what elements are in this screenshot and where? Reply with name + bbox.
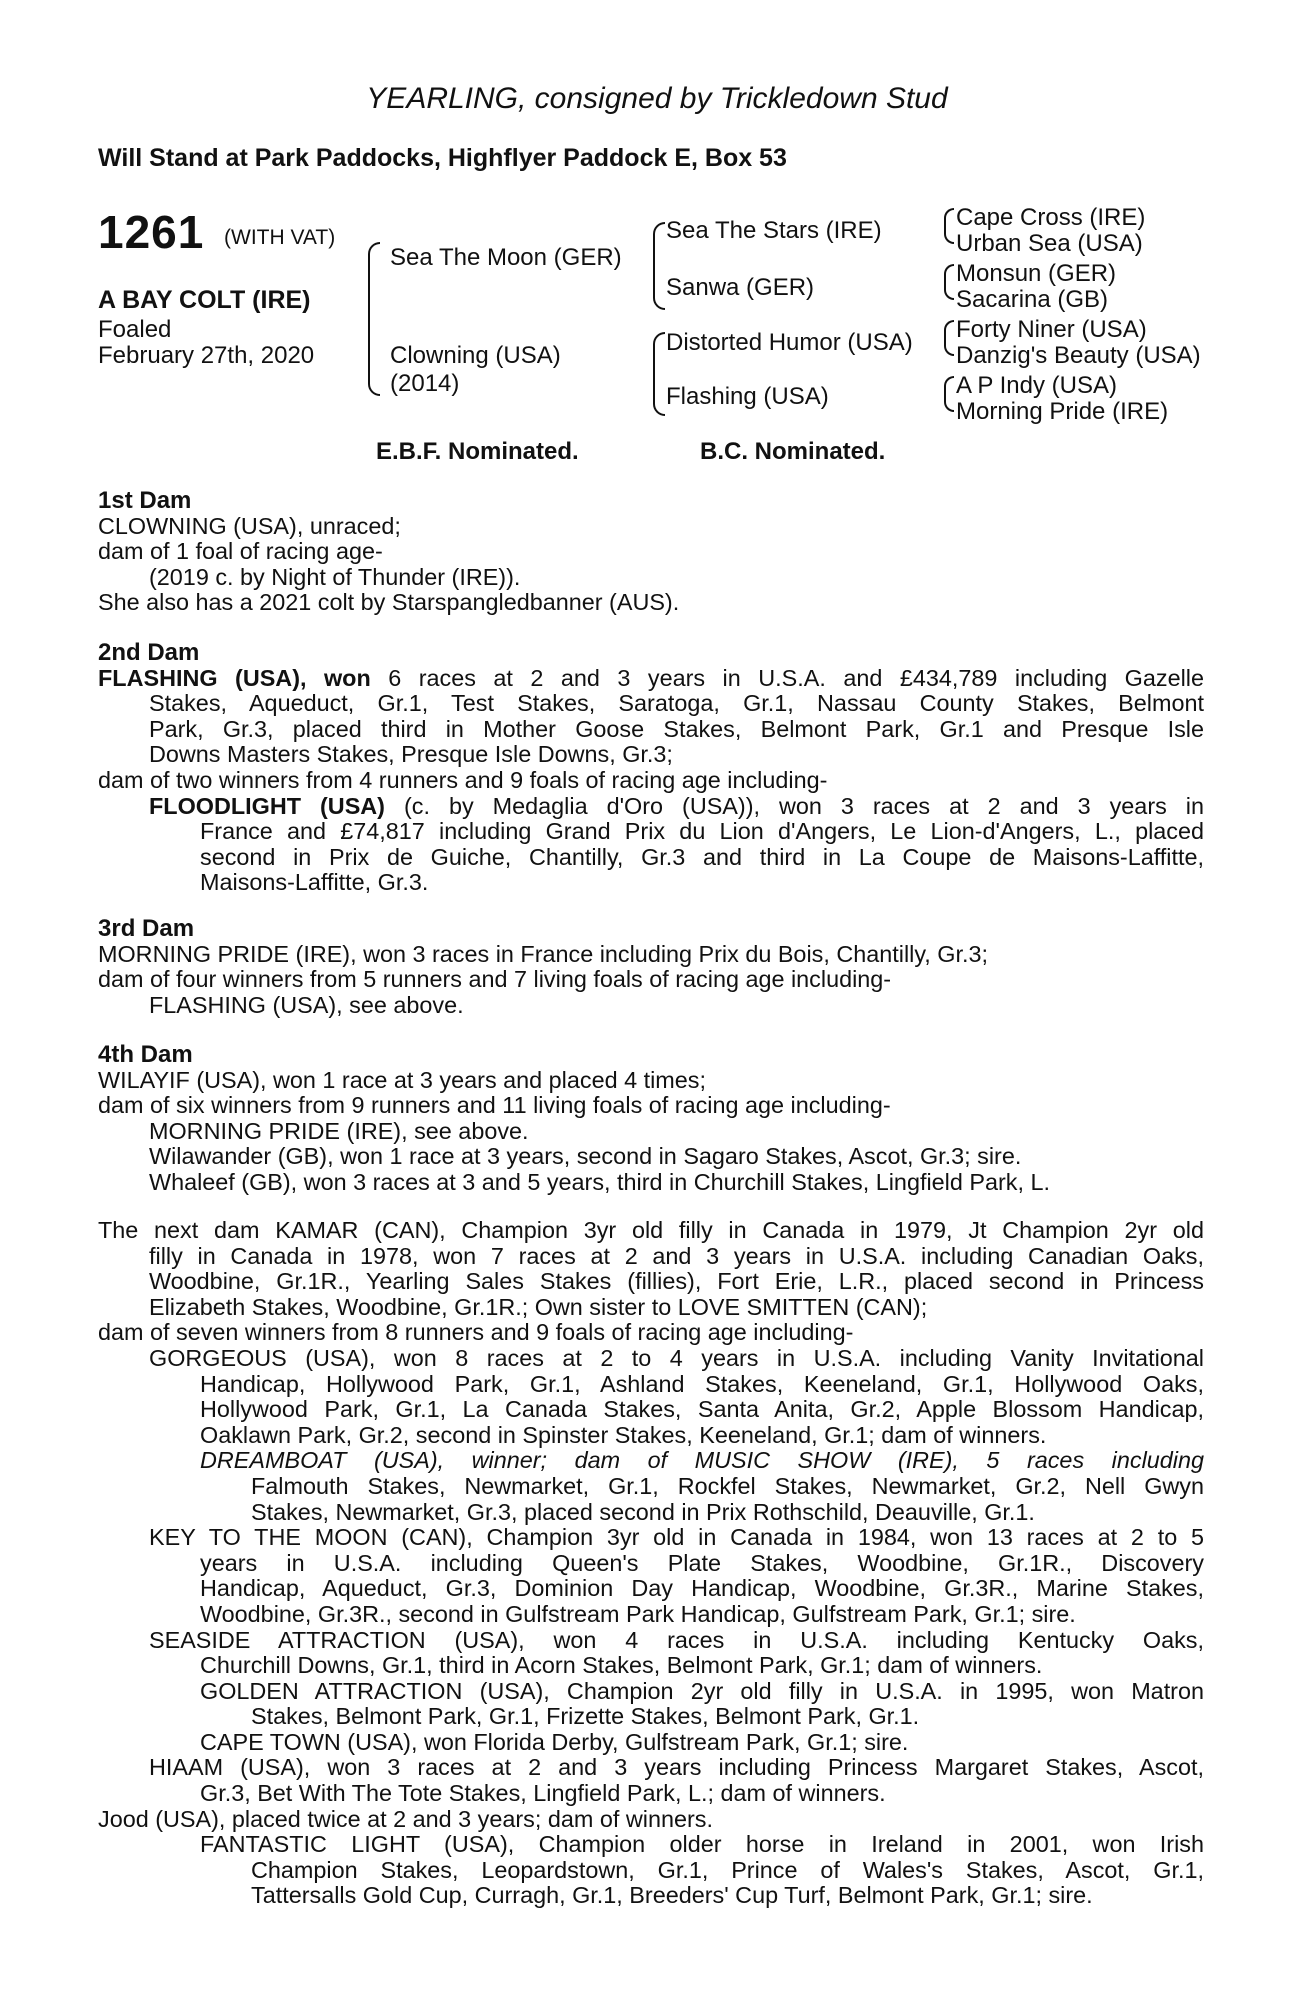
- ggp-1: Cape Cross (IRE): [956, 204, 1146, 231]
- key-to-the-moon-line: years in U.S.A. including Queen's Plate Stakes, Woodbine, Gr.1R., Discovery: [200, 1549, 1204, 1576]
- dam-sire: Distorted Humor (USA): [666, 329, 913, 356]
- floodlight-line: Maisons-Laffitte, Gr.3.: [200, 869, 429, 896]
- dam-year: (2014): [390, 370, 460, 397]
- key-to-the-moon-line: Woodbine, Gr.3R., second in Gulfstream Park Handicap, Gulfstream Park, Gr.1; sire.: [200, 1600, 1076, 1627]
- second-dam-line: Park, Gr.3, placed third in Mother Goose Stakes, Belmont Park, Gr.1 and Presque Isle: [149, 715, 1204, 742]
- floodlight-line: France and £74,817 including Grand Prix du Lion d'Angers, Le Lion-d'Angers, L., placed: [200, 818, 1204, 845]
- seaside-attraction-line: Churchill Downs, Gr.1, third in Acorn Stakes, Belmont Park, Gr.1; dam of winners.: [200, 1652, 1043, 1679]
- brace-ggp-2: [944, 264, 954, 300]
- fourth-dam-line: Whaleef (GB), won 3 races at 3 and 5 years, third in Churchill Stakes, Lingfield Park, L.: [149, 1168, 1050, 1195]
- ggp-6: Danzig's Beauty (USA): [956, 342, 1201, 369]
- fourth-dam-line: Wilawander (GB), won 1 race at 3 years, second in Sagaro Stakes, Ascot, Gr.3; sire.: [149, 1143, 1022, 1170]
- ggp-3: Monsun (GER): [956, 260, 1117, 287]
- brace-ggp-4: [944, 376, 954, 412]
- ggp-4: Sacarina (GB): [956, 286, 1109, 313]
- sire: Sea The Moon (GER): [390, 244, 622, 271]
- fantastic-light-line: FANTASTIC LIGHT (USA), Champion older horse in Ireland in 2001, won Irish: [200, 1831, 1204, 1858]
- hiaam-line: Gr.3, Bet With The Tote Stakes, Lingfield Park, L.; dam of winners.: [200, 1780, 886, 1807]
- bc-nominated: B.C. Nominated.: [700, 438, 886, 465]
- gorgeous-line: GORGEOUS (USA), won 8 races at 2 to 4 years in U.S.A. including Vanity Invitational: [149, 1344, 1204, 1371]
- sire-sire: Sea The Stars (IRE): [666, 217, 882, 244]
- next-dam-line: dam of seven winners from 8 runners and 9 foals of racing age including-: [98, 1319, 854, 1346]
- next-dam-line: filly in Canada in 1978, won 7 races at 2 and 3 years in U.S.A. including Canadian Oaks,: [149, 1242, 1204, 1269]
- ggp-7: A P Indy (USA): [956, 372, 1117, 399]
- dreamboat-line: Stakes, Newmarket, Gr.3, placed second in Prix Rothschild, Deauville, Gr.1.: [251, 1498, 1035, 1525]
- fourth-dam-line: MORNING PRIDE (IRE), see above.: [149, 1117, 529, 1144]
- lot-description: A BAY COLT (IRE): [98, 286, 311, 314]
- gorgeous-line: Handicap, Hollywood Park, Gr.1, Ashland Stakes, Keeneland, Gr.1, Hollywood Oaks,: [200, 1370, 1204, 1397]
- next-dam-line: Woodbine, Gr.1R., Yearling Sales Stakes (fillies), Fort Erie, L.R., placed second in Princess: [149, 1268, 1204, 1295]
- brace-ggp-3: [944, 320, 954, 356]
- fourth-dam-heading: 4th Dam: [98, 1041, 193, 1068]
- second-dam-line: dam of two winners from 4 runners and 9 foals of racing age including-: [98, 766, 828, 793]
- brace-ggp-1: [944, 208, 954, 244]
- next-dam-section: [98, 1218, 1204, 1909]
- fourth-dam-line: dam of six winners from 9 runners and 11 living foals of racing age including-: [98, 1092, 891, 1119]
- foaled-date: February 27th, 2020: [98, 342, 315, 369]
- second-dam-heading: 2nd Dam: [98, 639, 200, 666]
- gorgeous-line: Oaklawn Park, Gr.2, second in Spinster Stakes, Keeneland, Gr.1; dam of winners.: [200, 1421, 1047, 1448]
- first-dam-line: dam of 1 foal of racing age-: [98, 538, 383, 565]
- sire-dam: Sanwa (GER): [666, 274, 815, 301]
- next-dam-line: The next dam KAMAR (CAN), Champion 3yr old filly in Canada in 1979, Jt Champion 2yr old: [98, 1217, 1204, 1243]
- fourth-dam-section: [98, 1042, 1204, 1196]
- lot-number: 1261: [98, 206, 205, 258]
- flashing-name: FLASHING (USA), won: [98, 664, 371, 691]
- next-dam-line: Elizabeth Stakes, Woodbine, Gr.1R.; Own sister to LOVE SMITTEN (CAN);: [149, 1293, 928, 1320]
- cape-town-line: CAPE TOWN (USA), won Florida Derby, Gulfstream Park, Gr.1; sire.: [200, 1728, 909, 1755]
- ggp-2: Urban Sea (USA): [956, 230, 1143, 257]
- first-dam-section: [98, 488, 1204, 616]
- page-title: YEARLING, consigned by Trickledown Stud: [366, 82, 948, 115]
- ebf-nominated: E.B.F. Nominated.: [376, 438, 579, 465]
- dreamboat-line: DREAMBOAT (USA), winner; dam of MUSIC SHOW (IRE), 5 races including: [200, 1447, 1204, 1474]
- second-dam-line: Stakes, Aqueduct, Gr.1, Test Stakes, Saratoga, Gr.1, Nassau County Stakes, Belmont: [149, 690, 1204, 717]
- second-dam-line: FLASHING (USA), won 6 races at 2 and 3 years in U.S.A. and £434,789 including Gazelle: [98, 664, 1204, 691]
- fourth-dam-line: WILAYIF (USA), won 1 race at 3 years and placed 4 times;: [98, 1066, 706, 1093]
- dreamboat-line: Falmouth Stakes, Newmarket, Gr.1, Rockfel Stakes, Newmarket, Gr.2, Nell Gwyn: [251, 1472, 1204, 1499]
- vat-label: (WITH VAT): [224, 226, 336, 249]
- stand-location: Will Stand at Park Paddocks, Highflyer Paddock E, Box 53: [98, 144, 787, 172]
- fantastic-light-line: Champion Stakes, Leopardstown, Gr.1, Prince of Wales's Stakes, Ascot, Gr.1,: [251, 1856, 1204, 1883]
- third-dam-section: [98, 916, 1204, 1018]
- jood-line: Jood (USA), placed twice at 2 and 3 years; dam of winners.: [98, 1805, 713, 1832]
- floodlight-name: FLOODLIGHT (USA): [149, 792, 385, 819]
- brace-dam-parents: [653, 332, 665, 416]
- golden-attraction-line: Stakes, Belmont Park, Gr.1, Frizette Stakes, Belmont Park, Gr.1.: [251, 1703, 920, 1730]
- key-to-the-moon-line: KEY TO THE MOON (CAN), Champion 3yr old in Canada in 1984, won 13 races at 2 to 5: [149, 1524, 1204, 1551]
- brace-sire-dam: [368, 242, 380, 396]
- dam: Clowning (USA): [390, 342, 561, 369]
- third-dam-line: dam of four winners from 5 runners and 7 living foals of racing age including-: [98, 966, 892, 993]
- brace-sire-parents: [653, 222, 665, 310]
- floodlight-line: FLOODLIGHT (USA) (c. by Medaglia d'Oro (USA)), won 3 races at 2 and 3 years in: [149, 792, 1204, 819]
- seaside-attraction-line: SEASIDE ATTRACTION (USA), won 4 races in U.S.A. including Kentucky Oaks,: [149, 1626, 1204, 1653]
- third-dam-line: MORNING PRIDE (IRE), won 3 races in France including Prix du Bois, Chantilly, Gr.3;: [98, 940, 988, 967]
- foaled-label: Foaled: [98, 316, 172, 343]
- second-dam-section: [98, 640, 1204, 896]
- floodlight-line: second in Prix de Guiche, Chantilly, Gr.3 and third in La Coupe de Maisons-Laffitte,: [200, 843, 1204, 870]
- third-dam-line: FLASHING (USA), see above.: [149, 991, 464, 1018]
- golden-attraction-line: GOLDEN ATTRACTION (USA), Champion 2yr old filly in U.S.A. in 1995, won Matron: [200, 1677, 1204, 1704]
- first-dam-line: (2019 c. by Night of Thunder (IRE)).: [149, 563, 521, 590]
- ggp-8: Morning Pride (IRE): [956, 398, 1169, 425]
- key-to-the-moon-line: Handicap, Aqueduct, Gr.3, Dominion Day Handicap, Woodbine, Gr.3R., Marine Stakes,: [200, 1575, 1204, 1602]
- first-dam-line: CLOWNING (USA), unraced;: [98, 512, 401, 539]
- second-dam-line: Downs Masters Stakes, Presque Isle Downs, Gr.3;: [149, 741, 673, 768]
- third-dam-heading: 3rd Dam: [98, 915, 195, 942]
- hiaam-line: HIAAM (USA), won 3 races at 2 and 3 years including Princess Margaret Stakes, Ascot,: [149, 1754, 1204, 1781]
- first-dam-line: She also has a 2021 colt by Starspangledbanner (AUS).: [98, 589, 680, 616]
- fantastic-light-line: Tattersalls Gold Cup, Curragh, Gr.1, Breeders' Cup Turf, Belmont Park, Gr.1; sire.: [251, 1882, 1093, 1909]
- ggp-5: Forty Niner (USA): [956, 316, 1147, 343]
- dam-dam: Flashing (USA): [666, 383, 829, 410]
- gorgeous-line: Hollywood Park, Gr.1, La Canada Stakes, Santa Anita, Gr.2, Apple Blossom Handicap,: [200, 1396, 1204, 1423]
- first-dam-heading: 1st Dam: [98, 487, 192, 514]
